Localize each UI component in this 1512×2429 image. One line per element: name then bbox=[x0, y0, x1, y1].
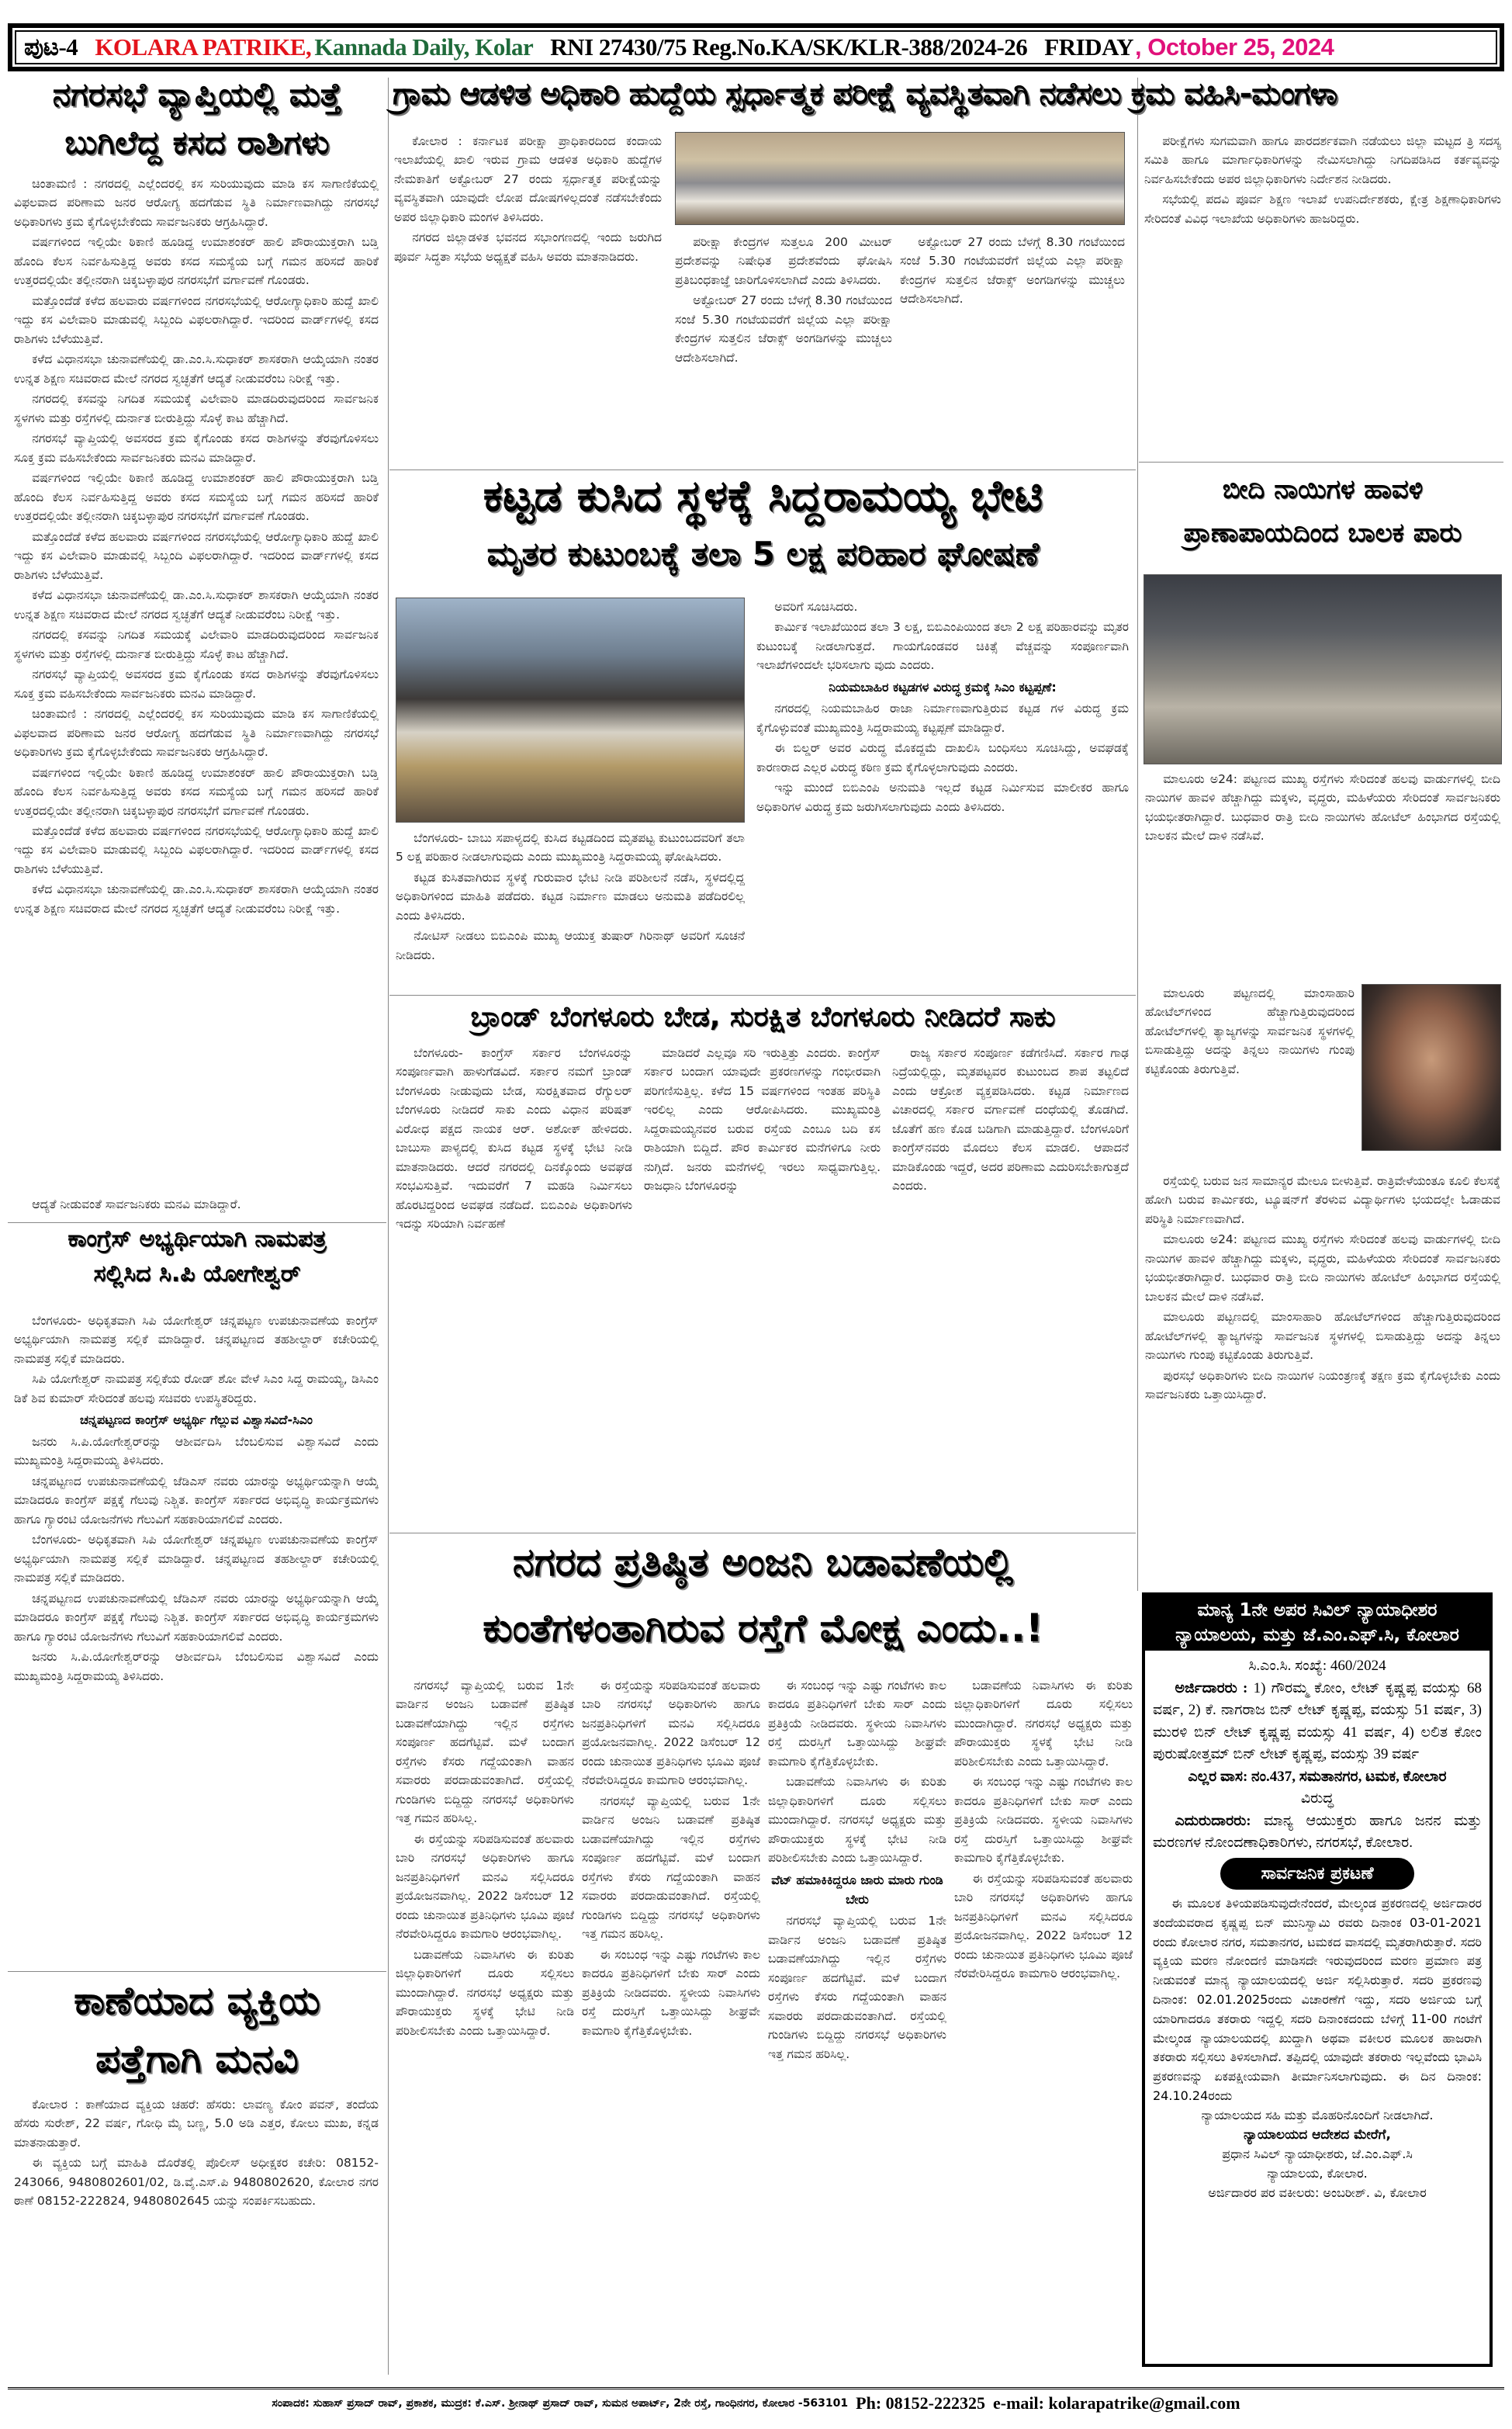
headline-cm-line1: ಕಟ್ಟಡ ಕುಸಿದ ಸ್ಥಳಕ್ಕೆ ಸಿದ್ದರಾಮಯ್ಯ ಭೇಟಿ bbox=[483, 471, 1043, 521]
photo-cm-visit bbox=[396, 598, 745, 823]
paragraph: ಈ ರಸ್ತೆಯನ್ನು ಸರಿಪಡಿಸುವಂತೆ ಹಲವಾರು ಬಾರಿ ನಗರಸಭೆ ಅಧಿಕಾರಿಗಳು ಹಾಗೂ ಜನಪ್ರತಿನಿಧಿಗಳಿಗೆ ಮನವಿ ಸಲ್ಲಿಸಿದರೂ ಪ್ರಯೋಜನವಾಗಿಲ್ಲ. 2022 ಡಿಸೆಂಬರ್ 12 ರಂದು ಚುನಾಯಿತ ಪ್ರತಿನಿಧಿಗಳು ಭೂಮಿ ಪೂಜೆ ನೆರವೇರಿಸಿದ್ದರೂ ಕಾಮಗಾರಿ ಆರಂಭವಾಗಿಲ್ಲ. bbox=[582, 1679, 760, 1788]
headline-anjani-line2: ಕುಂತೆಗಳಂತಾಗಿರುವ ರಸ್ತೆಗೆ ಮೋಕ್ಷ ಎಂದು..! bbox=[483, 1606, 1043, 1651]
article-body bbox=[14, 2095, 379, 2379]
article-divider bbox=[8, 1971, 386, 1972]
article-body-col3 bbox=[892, 1044, 1129, 1525]
paragraph: ನಗರದಲ್ಲಿ ಕಸವನ್ನು ನಿಗದಿತ ಸಮಯಕ್ಕೆ ವಿಲೇವಾರಿ ಮಾಡದಿರುವುದರಿಂದ ಸಾರ್ವಜನಿಕ ಸ್ಥಳಗಳು ಮತ್ತು ರಸ್ತೆಗಳಲ್ಲಿ ದುರ್ನಾತ ಬೀರುತ್ತಿದ್ದು ಸೊಳ್ಳೆ ಕಾಟ ಹೆಚ್ಚಾಗಿದೆ. bbox=[14, 392, 379, 425]
paragraph: ಜನರು ಸಿ.ಪಿ.ಯೋಗೇಶ್ವರ್‌ರನ್ನು ಆಶೀರ್ವದಿಸಿ ಬೆಂಬಲಿಸುವ ವಿಶ್ವಾಸವಿದೆ ಎಂದು ಮುಖ್ಯಮಂತ್ರಿ ಸಿದ್ದರಾಮಯ್ಯ ತಿಳಿಸಿದರು. bbox=[14, 1434, 379, 1468]
masthead-bar bbox=[15, 30, 1497, 64]
paragraph: ನಗರಸಭೆ ವ್ಯಾಪ್ತಿಯಲ್ಲಿ ಅವಸರದ ಕ್ರಮ ಕೈಗೊಂಡು ಕಸದ ರಾಶಿಗಳನ್ನು ತೆರವುಗೊಳಿಸಲು ಸೂಕ್ತ ಕ್ರಮ ವಹಿಸಬೇಕೆಂದು ಸಾರ್ವಜನಿಕರು ಮನವಿ ಮಾಡಿದ್ದಾರೆ. bbox=[14, 431, 379, 465]
signatory-line1: ಪ್ರಧಾನ ಸಿವಿಲ್ ನ್ಯಾಯಾಧೀಶರು, ಜೆ.ಎಂ.ಎಫ್.ಸಿ bbox=[1222, 2147, 1413, 2162]
article-body-beside-photo bbox=[1145, 984, 1355, 1170]
paragraph: ಕಾರ್ಮಿಕ ಇಲಾಖೆಯಿಂದ ತಲಾ 3 ಲಕ್ಷ, ಬಿಬಿಎಂಪಿಯಿಂದ ತಲಾ 2 ಲಕ್ಷ ಪರಿಹಾರವನ್ನು ಮೃತರ ಕುಟುಂಬಕ್ಕೆ ನೀಡಲಾಗುತ್ತದೆ. ಗಾಯಗೊಂಡವರ ಚಿಕಿತ್ಸೆ ವೆಚ್ಚವನ್ನು ಸಂಪೂರ್ಣವಾಗಿ ಇಲಾಖೆಗಳಿಂದಲೇ ಭರಿಸಲಾಗು ವುದು ಎಂದರು. bbox=[756, 620, 1129, 673]
article-body-col3 bbox=[768, 1676, 946, 2375]
issue-day: FRIDAY bbox=[1044, 33, 1133, 61]
paragraph: ಮತ್ತೊಂದೆಡೆ ಕಳೆದ ಹಲವಾರು ವರ್ಷಗಳಿಂದ ನಗರಸಭೆಯಲ್ಲಿ ಆರೋಗ್ಯಾಧಿಕಾರಿ ಹುದ್ದೆ ಖಾಲಿ ಇದ್ದು ಕಸ ವಿಲೇವಾರಿ ಮಾಡುವಲ್ಲಿ ಸಿಬ್ಬಂದಿ ವಿಫಲರಾಗಿದ್ದಾರೆ. ಇದರಿಂದ ವಾರ್ಡ್‌ಗಳಲ್ಲಿ ಕಸದ ರಾಶಿಗಳು ಬೆಳೆಯುತ್ತಿವೆ. bbox=[14, 529, 379, 582]
paragraph: ಬೆಂಗಳೂರು- ಕಾಂಗ್ರೆಸ್ ಸರ್ಕಾರ ಬೆಂಗಳೂರನ್ನು ಸಂಪೂರ್ಣವಾಗಿ ಹಾಳುಗೆಡವಿದೆ. ಸರ್ಕಾರ ನಮಗೆ ಬ್ರಾಂಡ್ ಬೆಂಗಳೂರು ನೀಡುವುದು ಬೇಡ, ಸುರಕ್ಷಿತವಾದ ರೆಗ್ಯುಲರ್ ಬೆಂಗಳೂರು ನೀಡಿದರೆ ಸಾಕು ಎಂದು ವಿಧಾನ ಪರಿಷತ್ ವಿರೋಧ ಪಕ್ಷದ ನಾಯಕ ಆರ್. ಅಶೋಕ್ ಹೇಳಿದರು. ಬಾಬುಸಾ ಪಾಳ್ಯದಲ್ಲಿ ಕುಸಿದ ಕಟ್ಟಡ ಸ್ಥಳಕ್ಕೆ ಭೇಟಿ ನೀಡಿ ಮಾತನಾಡಿದರು. ಆದರೆ ನಗರದಲ್ಲಿ ದಿನಕ್ಕೊಂದು ಅವಘಡ ಸಂಭವಿಸುತ್ತಿವೆ. ಇದುವರೆಗೆ 7 ಮಹಡಿ ನಿರ್ಮಿಸಲು ಹೊರಟಿದ್ದರಿಂದ ಅವಘಡ ನಡೆದಿದೆ. ಬಿಬಿಎಂಪಿ ಅಧಿಕಾರಿಗಳು ಇದನ್ನು ಸರಿಯಾಗಿ ನಿರ್ವಹಣೆ bbox=[396, 1046, 632, 1232]
article-body-col1 bbox=[396, 1044, 632, 1525]
paragraph: ಈ ಸಂಬಂಧ ಇನ್ನು ಎಷ್ಟು ಗಂಟೆಗಳು ಕಾಲ ಕಾದರೂ ಪ್ರತಿನಿಧಿಗಳಿಗೆ ಬೇಕು ಸಾರ್ ಎಂದು ಪ್ರತಿಕ್ರಿಯೆ ನೀಡಿದವರು. ಸ್ಥಳೀಯ ನಿವಾಸಿಗಳು ರಸ್ತೆ ದುರಸ್ತಿಗೆ ಒತ್ತಾಯಿಸಿದ್ದು ಶೀಘ್ರವೇ ಕಾಮಗಾರಿ ಕೈಗೆತ್ತಿಕೊಳ್ಳಬೇಕು. bbox=[768, 1679, 946, 1769]
article-body-col2 bbox=[582, 1676, 760, 2375]
paragraph: ಅವರಿಗೆ ಸೂಚಿಸಿದರು. bbox=[774, 600, 858, 614]
paper-subtitle: Kannada Daily, Kolar bbox=[314, 33, 534, 61]
paragraph: ಮಾಲೂರು ಅ24: ಪಟ್ಟಣದ ಮುಖ್ಯ ರಸ್ತೆಗಳು ಸೇರಿದಂತೆ ಹಲವು ವಾರ್ಡುಗಳಲ್ಲಿ ಬೀದಿ ನಾಯಿಗಳ ಹಾವಳಿ ಹೆಚ್ಚಾಗಿದ್ದು ಮಕ್ಕಳು, ವೃದ್ಧರು, ಮಹಿಳೆಯರು ಸೇರಿದಂತೆ ಸಾರ್ವಜನಿಕರು ಭಯಭೀತರಾಗಿದ್ದಾರೆ. ಬುಧವಾರ ರಾತ್ರಿ ಬೀದಿ ನಾಯಿಗಳು ಹೋಟೆಲ್ ಹಿಂಭಾಗದ ರಸ್ತೆಯಲ್ಲಿ ಬಾಲಕನ ಮೇಲೆ ದಾಳಿ ನಡೆಸಿವೆ. bbox=[1145, 772, 1500, 844]
paragraph: ಕಳೆದ ವಿಧಾನಸಭಾ ಚುನಾವಣೆಯಲ್ಲಿ ಡಾ.ಎಂ.ಸಿ.ಸುಧಾಕರ್ ಶಾಸಕರಾಗಿ ಆಯ್ಕೆಯಾಗಿ ನಂತರ ಉನ್ನತ ಶಿಕ್ಷಣ ಸಚಿವರಾದ ಮೇಲೆ ನಗರದ ಸ್ವಚ್ಛತೆಗೆ ಆದ್ಯತೆ ನೀಡುವರೆಂಬ ನಿರೀಕ್ಷೆ ಇತ್ತು. bbox=[14, 882, 379, 916]
subheading: ನಿಯಮಬಾಹಿರ ಕಟ್ಟಡಗಳ ವಿರುದ್ಧ ಕ್ರಮಕ್ಕೆ ಸಿಎಂ ಕಟ್ಟಪ್ಪಣೆ: bbox=[829, 679, 1057, 695]
court-name-line1: ಮಾನ್ಯ 1ನೇ ಅಪರ ಸಿವಿಲ್ ನ್ಯಾಯಾಧೀಶರ bbox=[1197, 1600, 1438, 1620]
paragraph: ಕಳೆದ ವಿಧಾನಸಭಾ ಚುನಾವಣೆಯಲ್ಲಿ ಡಾ.ಎಂ.ಸಿ.ಸುಧಾಕರ್ ಶಾಸಕರಾಗಿ ಆಯ್ಕೆಯಾಗಿ ನಂತರ ಉನ್ನತ ಶಿಕ್ಷಣ ಸಚಿವರಾದ ಮೇಲೆ ನಗರದ ಸ್ವಚ್ಛತೆಗೆ ಆದ್ಯತೆ ನೀಡುವರೆಂಬ ನಿರೀಕ್ಷೆ ಇತ್ತು. bbox=[14, 352, 379, 386]
paragraph: ಪರೀಕ್ಷಾ ಕೇಂದ್ರಗಳ ಸುತ್ತಲೂ 200 ಮೀಟರ್ ಪ್ರದೇಶವನ್ನು ನಿಷೇಧಿತ ಪ್ರದೇಶವೆಂದು ಘೋಷಿಸಿ ಪ್ರತಿಬಂಧಕಾಜ್ಞೆ ಜಾರಿಗೊಳಿಸಲಾಗಿದೆ ಎಂದು ತಿಳಿಸಿದರು. bbox=[675, 235, 892, 287]
signatory-line2: ನ್ಯಾಯಾಲಯ, ಕೋಲಾರ. bbox=[1267, 2165, 1368, 2181]
paragraph: ನಗರಸಭೆ ವ್ಯಾಪ್ತಿಯಲ್ಲಿ ಬರುವ 1ನೇ ವಾರ್ಡಿನ ಅಂಜನಿ ಬಡಾವಣೆ ಪ್ರತಿಷ್ಠಿತ ಬಡಾವಣೆಯಾಗಿದ್ದು ಇಲ್ಲಿನ ರಸ್ತೆಗಳು ಸಂಪೂರ್ಣ ಹದಗೆಟ್ಟಿವೆ. ಮಳೆ ಬಂದಾಗ ರಸ್ತೆಗಳು ಕೆಸರು ಗದ್ದೆಯಂತಾಗಿ ವಾಹನ ಸವಾರರು ಪರದಾಡುವಂತಾಗಿದೆ. ರಸ್ತೆಯಲ್ಲಿ ಗುಂಡಿಗಳು ಬಿದ್ದಿದ್ದು ನಗರಸಭೆ ಅಧಿಕಾರಿಗಳು ಇತ್ತ ಗಮನ ಹರಿಸಿಲ್ಲ. bbox=[768, 1914, 946, 2061]
registration-number: RNI 27430/75 Reg.No.KA/SK/KLR-388/2024-26 bbox=[550, 33, 1028, 61]
petitioners-list: 1) ಗೌರಮ್ಮ ಕೋಂ, ಲೇಟ್ ಕೃಷ್ಣಪ್ಪ ವಯಸ್ಸು 68 ವರ್ಷ, 2) ಕೆ. ನಾಗರಾಜ ಬಿನ್ ಲೇಟ್ ಕೃಷ್ಣಪ್ಪ, ವಯಸ್ಸು 51 ವರ್ಷ, 3) ಮುರಳಿ ಬಿನ್ ಲೇಟ್ ಕೃಷ್ಣಪ್ಪ ವಯಸ್ಸು 41 ವರ್ಷ, 4) ಲಲಿತ ಕೋಂ ಪುರುಷೋತ್ತಮ್ ಬಿನ್ ಲೇಟ್ ಕೃಷ್ಣಪ್ಪ, ವಯಸ್ಸು 39 ವರ್ಷ bbox=[1153, 1679, 1482, 1763]
paragraph: ಅಕ್ಟೋಬರ್ 27 ರಂದು ಬೆಳಗ್ಗೆ 8.30 ಗಂಟೆಯಿಂದ ಸಂಜೆ 5.30 ಗಂಟೆಯವರೆಗೆ ಜಿಲ್ಲೆಯ ಎಲ್ಲಾ ಪರೀಕ್ಷಾ ಕೇಂದ್ರಗಳ ಸುತ್ತಲಿನ ಜೆರಾಕ್ಸ್ ಅಂಗಡಿಗಳನ್ನು ಮುಚ್ಚಲು ಆದೇಶಿಸಲಾಗಿದೆ. bbox=[900, 235, 1125, 307]
paragraph: ಮತ್ತೊಂದೆಡೆ ಕಳೆದ ಹಲವಾರು ವರ್ಷಗಳಿಂದ ನಗರಸಭೆಯಲ್ಲಿ ಆರೋಗ್ಯಾಧಿಕಾರಿ ಹುದ್ದೆ ಖಾಲಿ ಇದ್ದು ಕಸ ವಿಲೇವಾರಿ ಮಾಡುವಲ್ಲಿ ಸಿಬ್ಬಂದಿ ವಿಫಲರಾಗಿದ್ದಾರೆ. ಇದರಿಂದ ವಾರ್ಡ್‌ಗಳಲ್ಲಿ ಕಸದ ರಾಶಿಗಳು ಬೆಳೆಯುತ್ತಿವೆ. bbox=[14, 293, 379, 346]
notice-text: ಈ ಮೂಲಕ ತಿಳಿಯಪಡಿಸುವುದೇನೆಂದರೆ, ಮೇಲ್ಕಂಡ ಪ್ರಕರಣದಲ್ಲಿ ಅರ್ಜಿದಾರರ ತಂದೆಯವರಾದ ಕೃಷ್ಣಪ್ಪ ಬಿನ್ ಮುನಿಸ್ವಾಮಿ ರವರು ದಿನಾಂಕ 03-01-2021 ರಂದು ಕೋಲಾರ ನಗರ, ಸಮತಾನಗರ, ಟಮಕದ ವಾಸದಲ್ಲಿ ಮೃತರಾಗಿರುತ್ತಾರೆ. ಸದರಿ ವ್ಯಕ್ತಿಯ ಮರಣ ನೋಂದಣಿ ಮಾಡಿಸದೇ ಇರುವುದರಿಂದ ಮರಣ ಪ್ರಮಾಣ ಪತ್ರ ನೀಡುವಂತೆ ಮಾನ್ಯ ನ್ಯಾಯಾಲಯದಲ್ಲಿ ಅರ್ಜಿ ಸಲ್ಲಿಸಿರುತ್ತಾರೆ. ಸದರಿ ಪ್ರಕರಣವು ದಿನಾಂಕ: 02.01.2025ರಂದು ವಿಚಾರಣೆಗೆ ಇದ್ದು, ಸದರಿ ಅರ್ಜಿಯ ಬಗ್ಗೆ ಯಾರಿಗಾದರೂ ತಕರಾರು ಇದ್ದಲ್ಲಿ ಸದರಿ ದಿನಾಂಕದಂದು ಬೆಳಿಗ್ಗೆ 11-00 ಗಂಟೆಗೆ ಮೇಲ್ಕಂಡ ನ್ಯಾಯಾಲಯದಲ್ಲಿ ಖುದ್ದಾಗಿ ಅಥವಾ ವಕೀಲರ ಮೂಲಕ ಹಾಜರಾಗಿ ತಕರಾರು ಸಲ್ಲಿಸಲು ತಿಳಿಸಲಾಗಿದೆ. ತಪ್ಪಿದಲ್ಲಿ ಯಾವುದೇ ತಕರಾರು ಇಲ್ಲವೆಂದು ಭಾವಿಸಿ ಪ್ರಕರಣವನ್ನು ಏಕಪಕ್ಷೀಯವಾಗಿ ತೀರ್ಮಾನಿಸಲಾಗುವುದು. ಈ ದಿನ ದಿನಾಂಕ: 24.10.24ರಂದು bbox=[1153, 1895, 1482, 2103]
article-body-col1 bbox=[394, 132, 662, 466]
headline-garbage-line2: ಬುಗಿಲೆದ್ದ ಕಸದ ರಾಶಿಗಳು bbox=[64, 123, 330, 161]
photo-stray-dogs bbox=[1144, 574, 1502, 764]
paragraph: ಆದ್ಯತೆ ನೀಡುವಂತೆ ಸಾರ್ವಜನಿಕರು ಮನವಿ ಮಾಡಿದ್ದಾರೆ. bbox=[32, 1197, 241, 1211]
page-number: ಪುಟ-4 bbox=[24, 33, 78, 61]
footer-email[interactable]: e-mail: kolarapatrike@gmail.com bbox=[992, 2393, 1240, 2413]
article-body bbox=[14, 175, 379, 1191]
article-body-col1 bbox=[396, 1676, 574, 2375]
paragraph: ಚಿಂತಾಮಣಿ : ನಗರದಲ್ಲಿ ಎಲ್ಲೆಂದರಲ್ಲಿ ಕಸ ಸುರಿಯುವುದು ಮಾಡಿ ಕಸ ಸಾಗಾಣಿಕೆಯಲ್ಲಿ ವಿಫಲವಾದ ಪರಿಣಾಮ ಜನರ ಆರೋಗ್ಯ ಹದಗೆಡುವ ಸ್ಥಿತಿ ನಿರ್ಮಾಣವಾಗಿದ್ದು ನಗರಸಭೆ ಅಧಿಕಾರಿಗಳು ಕ್ರಮ ಕೈಗೊಳ್ಳಬೇಕೆಂದು ಸಾರ್ವಜನಿಕರು ಆಗ್ರಹಿಸಿದ್ದಾರೆ. bbox=[14, 177, 379, 229]
paragraph: ಚನ್ನಪಟ್ಟಣದ ಉಪಚುನಾವಣೆಯಲ್ಲಿ ಜೆಡಿಎಸ್ ನವರು ಯಾರನ್ನು ಅಭ್ಯರ್ಥಿಯನ್ನಾಗಿ ಆಯ್ಕೆ ಮಾಡಿದರೂ ಕಾಂಗ್ರೆಸ್ ಪಕ್ಷಕ್ಕೆ ಗೆಲುವು ನಿಶ್ಚಿತ. ಕಾಂಗ್ರೆಸ್ ಸರ್ಕಾರದ ಅಭಿವೃದ್ಧಿ ಕಾರ್ಯಕ್ರಮಗಳು ಹಾಗೂ ಗ್ಯಾರಂಟಿ ಯೋಜನೆಗಳು ಗೆಲುವಿಗೆ ಸಹಕಾರಿಯಾಗಲಿವೆ ಎಂದರು. bbox=[14, 1591, 379, 1644]
order-line: ನ್ಯಾಯಾಲಯದ ಆದೇಶದ ಮೇರೆಗೆ, bbox=[1244, 2126, 1391, 2143]
paragraph: ಕಟ್ಟಡ ಕುಸಿತವಾಗಿರುವ ಸ್ಥಳಕ್ಕೆ ಗುರುವಾರ ಭೇಟಿ ನೀಡಿ ಪರಿಶೀಲನೆ ನಡೆಸಿ, ಸ್ಥಳದಲ್ಲಿದ್ದ ಅಧಿಕಾರಿಗಳಿಂದ ಮಾಹಿತಿ ಪಡೆದರು. ಕಟ್ಟಡ ನಿರ್ಮಾಣ ಮಾಡಲು ಅನುಮತಿ ಪಡೆದಿರಲಿಲ್ಲ ಎಂದು ತಿಳಿಸಿದರು. bbox=[396, 870, 745, 923]
photo-exam-meeting bbox=[675, 132, 1125, 225]
versus: ವಿರುದ್ಧ bbox=[1300, 1790, 1334, 1807]
respondents-block bbox=[1153, 1810, 1482, 1855]
headline-missing-line1: ಕಾಣೆಯಾದ ವ್ಯಕ್ತಿಯ bbox=[74, 1978, 320, 2023]
paper-name: KOLARA PATRIKE, bbox=[95, 33, 312, 61]
paragraph: ಮಾಲೂರು ಪಟ್ಟಣದಲ್ಲಿ ಮಾಂಸಾಹಾರಿ ಹೋಟೆಲ್‌ಗಳಿಂದ ಹೆಚ್ಚಾಗುತ್ತಿರುವುದರಿಂದ ಹೋಟೆಲ್‌ಗಳಲ್ಲಿ ತ್ಯಾಜ್ಯಗಳನ್ನು ಸಾರ್ವಜನಿಕ ಸ್ಥಳಗಳಲ್ಲಿ ಬಿಸಾಡುತ್ತಿದ್ದು ಅದನ್ನು ತಿನ್ನಲು ನಾಯಿಗಳು ಗುಂಪು ಕಟ್ಟಿಕೊಂಡು ತಿರುಗುತ್ತಿವೆ. bbox=[1145, 1310, 1500, 1363]
article-body bbox=[1145, 770, 1500, 979]
photo-injured-boy bbox=[1361, 984, 1501, 1151]
paragraph: ಚನ್ನಪಟ್ಟಣದ ಉಪಚುನಾವಣೆಯಲ್ಲಿ ಜೆಡಿಎಸ್ ನವರು ಯಾರನ್ನು ಅಭ್ಯರ್ಥಿಯನ್ನಾಗಿ ಆಯ್ಕೆ ಮಾಡಿದರೂ ಕಾಂಗ್ರೆಸ್ ಪಕ್ಷಕ್ಕೆ ಗೆಲುವು ನಿಶ್ಚಿತ. ಕಾಂಗ್ರೆಸ್ ಸರ್ಕಾರದ ಅಭಿವೃದ್ಧಿ ಕಾರ್ಯಕ್ರಮಗಳು ಹಾಗೂ ಗ್ಯಾರಂಟಿ ಯೋಜನೆಗಳು ಗೆಲುವಿಗೆ ಸಹಕಾರಿಯಾಗಲಿವೆ ಎಂದರು. bbox=[14, 1474, 379, 1526]
column-divider bbox=[1137, 78, 1138, 1591]
paragraph: ಈ ರಸ್ತೆಯನ್ನು ಸರಿಪಡಿಸುವಂತೆ ಹಲವಾರು ಬಾರಿ ನಗರಸಭೆ ಅಧಿಕಾರಿಗಳು ಹಾಗೂ ಜನಪ್ರತಿನಿಧಿಗಳಿಗೆ ಮನವಿ ಸಲ್ಲಿಸಿದರೂ ಪ್ರಯೋಜನವಾಗಿಲ್ಲ. 2022 ಡಿಸೆಂಬರ್ 12 ರಂದು ಚುನಾಯಿತ ಪ್ರತಿನಿಧಿಗಳು ಭೂಮಿ ಪೂಜೆ ನೆರವೇರಿಸಿದ್ದರೂ ಕಾಮಗಾರಿ ಆರಂಭವಾಗಿಲ್ಲ. bbox=[396, 1831, 574, 1942]
footer-phone: Ph: 08152-222325 bbox=[856, 2393, 985, 2413]
paragraph: ಬೆಂಗಳೂರು- ಅಧಿಕೃತವಾಗಿ ಸಿಪಿ ಯೋಗೇಶ್ವರ್ ಚನ್ನಪಟ್ಟಣ ಉಪಚುನಾವಣೆಯ ಕಾಂಗ್ರೆಸ್ ಅಭ್ಯರ್ಥಿಯಾಗಿ ನಾಮಪತ್ರ ಸಲ್ಲಿಕೆ ಮಾಡಿದ್ದಾರೆ. ಚನ್ನಪಟ್ಟಣದ ತಹಶೀಲ್ದಾರ್ ಕಚೇರಿಯಲ್ಲಿ ನಾಮಪತ್ರ ಸಲ್ಲಿಕೆ ಮಾಡಿದರು. bbox=[14, 1314, 379, 1366]
article-body-col2 bbox=[756, 598, 1129, 989]
headline-garbage-line1: ನಗರಸಭೆ ವ್ಯಾಪ್ತಿಯಲ್ಲಿ ಮತ್ತೆ bbox=[52, 75, 342, 113]
headline-dogs-line1: ಬೀದಿ ನಾಯಿಗಳ ಹಾವಳಿ bbox=[1222, 474, 1424, 505]
paragraph: ಬಡಾವಣೆಯ ನಿವಾಸಿಗಳು ಈ ಕುರಿತು ಜಿಲ್ಲಾಧಿಕಾರಿಗಳಿಗೆ ದೂರು ಸಲ್ಲಿಸಲು ಮುಂದಾಗಿದ್ದಾರೆ. ನಗರಸಭೆ ಅಧ್ಯಕ್ಷರು ಮತ್ತು ಪೌರಾಯುಕ್ತರು ಸ್ಥಳಕ್ಕೆ ಭೇಟಿ ನೀಡಿ ಪರಿಶೀಲಿಸಬೇಕು ಎಂದು ಒತ್ತಾಯಿಸಿದ್ದಾರೆ. bbox=[954, 1679, 1133, 1769]
paragraph: ನಗರದಲ್ಲಿ ಕಸವನ್ನು ನಿಗದಿತ ಸಮಯಕ್ಕೆ ವಿಲೇವಾರಿ ಮಾಡದಿರುವುದರಿಂದ ಸಾರ್ವಜನಿಕ ಸ್ಥಳಗಳು ಮತ್ತು ರಸ್ತೆಗಳಲ್ಲಿ ದುರ್ನಾತ ಬೀರುತ್ತಿದ್ದು ಸೊಳ್ಳೆ ಕಾಟ ಹೆಚ್ಚಾಗಿದೆ. bbox=[14, 628, 379, 661]
paragraph: ನಗರಸಭೆ ವ್ಯಾಪ್ತಿಯಲ್ಲಿ ಬರುವ 1ನೇ ವಾರ್ಡಿನ ಅಂಜನಿ ಬಡಾವಣೆ ಪ್ರತಿಷ್ಠಿತ ಬಡಾವಣೆಯಾಗಿದ್ದು ಇಲ್ಲಿನ ರಸ್ತೆಗಳು ಸಂಪೂರ್ಣ ಹದಗೆಟ್ಟಿವೆ. ಮಳೆ ಬಂದಾಗ ರಸ್ತೆಗಳು ಕೆಸರು ಗದ್ದೆಯಂತಾಗಿ ವಾಹನ ಸವಾರರು ಪರದಾಡುವಂತಾಗಿದೆ. ರಸ್ತೆಯಲ್ಲಿ ಗುಂಡಿಗಳು ಬಿದ್ದಿದ್ದು ನಗರಸಭೆ ಅಧಿಕಾರಿಗಳು ಇತ್ತ ಗಮನ ಹರಿಸಿಲ್ಲ. bbox=[582, 1793, 760, 1942]
imprint-text: ಸಂಪಾದಕ: ಸುಹಾಸ್ ಪ್ರಸಾದ್ ರಾವ್, ಪ್ರಕಾಶಕ, ಮುದ್ರಕ: ಕೆ.ಎಸ್. ಶ್ರೀನಾಥ್ ಪ್ರಸಾದ್ ರಾವ್, ಸುಮನ ಅಪಾರ್ಟ್, 2ನೇ ರಸ್ತೆ, ಗಾಂಧಿನಗರ, ಕೋಲಾರ -563101 bbox=[272, 2396, 849, 2410]
petitioners-block bbox=[1153, 1678, 1482, 1766]
paragraph: ಈ ಬಿಲ್ಡರ್ ಅವರ ವಿರುದ್ಧ ಮೊಕದ್ದಮೆ ದಾಖಲಿಸಿ ಬಂಧಿಸಲು ಸೂಚಿಸಿದ್ದು, ಅವಘಡಕ್ಕೆ ಕಾರಣರಾದ ಎಲ್ಲರ ವಿರುದ್ಧ ಕಠಿಣ ಕ್ರಮ ಕೈಗೊಳ್ಳಲಾಗುವುದು ಎಂದರು. bbox=[756, 741, 1129, 774]
notice-header bbox=[1145, 1596, 1490, 1651]
paragraph: ಮಾಡಿದರೆ ಎಲ್ಲವೂ ಸರಿ ಇರುತ್ತಿತ್ತು ಎಂದರು. ಕಾಂಗ್ರೆಸ್ ಸರ್ಕಾರ ಬಂದಾಗ ಯಾವುದೇ ಪ್ರಕರಣಗಳನ್ನು ಗಂಭೀರವಾಗಿ ಪರಿಗಣಿಸುತ್ತಿಲ್ಲ. ಕಳೆದ 15 ವರ್ಷಗಳಿಂದ ಇಂತಹ ಪರಿಸ್ಥಿತಿ ಇರಲಿಲ್ಲ ಎಂದು ಆರೋಪಿಸಿದರು. ಮುಖ್ಯಮಂತ್ರಿ ಸಿದ್ದರಾಮಯ್ಯನವರ ಬರುವ ರಸ್ತೆಯ ಎಂಬೂ ಬದಿ ಕಸ ರಾಶಿಯಾಗಿ ಬಿದ್ದಿದೆ. ಪೌರ ಕಾರ್ಮಿಕರ ಮನೆಗಳಿಗೂ ನೀರು ನುಗ್ಗಿದೆ. ಜನರು ಮನೆಗಳಲ್ಲಿ ಇರಲು ಸಾಧ್ಯವಾಗುತ್ತಿಲ್ಲ. ರಾಜಧಾನಿ ಬೆಂಗಳೂರನ್ನು bbox=[644, 1046, 881, 1194]
article-divider bbox=[1139, 462, 1503, 463]
paragraph: ಬೆಂಗಳೂರು- ಅಧಿಕೃತವಾಗಿ ಸಿಪಿ ಯೋಗೇಶ್ವರ್ ಚನ್ನಪಟ್ಟಣ ಉಪಚುನಾವಣೆಯ ಕಾಂಗ್ರೆಸ್ ಅಭ್ಯರ್ಥಿಯಾಗಿ ನಾಮಪತ್ರ ಸಲ್ಲಿಕೆ ಮಾಡಿದ್ದಾರೆ. ಚನ್ನಪಟ್ಟಣದ ತಹಶೀಲ್ದಾರ್ ಕಚೇರಿಯಲ್ಲಿ ನಾಮಪತ್ರ ಸಲ್ಲಿಕೆ ಮಾಡಿದರು. bbox=[14, 1533, 379, 1585]
article-divider bbox=[389, 995, 1136, 996]
article-body-col2 bbox=[644, 1044, 881, 1525]
paragraph: ವರ್ಷಗಳಿಂದ ಇಲ್ಲಿಯೇ ಠಿಕಾಣಿ ಹೂಡಿದ್ದ ಉಮಾಶಂಕರ್ ಹಾಲಿ ಪೌರಾಯುಕ್ತರಾಗಿ ಬಡ್ತಿ ಹೊಂದಿ ಕೆಲಸ ನಿರ್ವಹಿಸುತ್ತಿದ್ದ ಅವರು ಕಸದ ಸಮಸ್ಯೆಯ ಬಗ್ಗೆ ಗಮನ ಹರಿಸದೆ ಹಾರಿಕೆ ಉತ್ತರದಲ್ಲಿಯೇ ತಲ್ಲೀನರಾಗಿ ಚಿಕ್ಕಬಳ್ಳಾಪುರ ನಗರಸಭೆಗೆ ವರ್ಗಾವಣೆ ಗೊಂಡರು. bbox=[14, 765, 379, 818]
seal-line: ನ್ಯಾಯಾಲಯದ ಸಹಿ ಮತ್ತು ಮೊಹರಿನೊಂದಿಗೆ ನೀಡಲಾಗಿದೆ. bbox=[1201, 2107, 1434, 2122]
headline-brand: ಬ್ರಾಂಡ್ ಬೆಂಗಳೂರು ಬೇಡ, ಸುರಕ್ಷಿತ ಬೆಂಗಳೂರು ನೀಡಿದರೆ ಸಾಕು bbox=[470, 1001, 1056, 1033]
paragraph: ವರ್ಷಗಳಿಂದ ಇಲ್ಲಿಯೇ ಠಿಕಾಣಿ ಹೂಡಿದ್ದ ಉಮಾಶಂಕರ್ ಹಾಲಿ ಪೌರಾಯುಕ್ತರಾಗಿ ಬಡ್ತಿ ಹೊಂದಿ ಕೆಲಸ ನಿರ್ವಹಿಸುತ್ತಿದ್ದ ಅವರು ಕಸದ ಸಮಸ್ಯೆಯ ಬಗ್ಗೆ ಗಮನ ಹರಿಸದೆ ಹಾರಿಕೆ ಉತ್ತರದಲ್ಲಿಯೇ ತಲ್ಲೀನರಾಗಿ ಚಿಕ್ಕಬಳ್ಳಾಪುರ ನಗರಸಭೆಗೆ ವರ್ಗಾವಣೆ ಗೊಂಡರು. bbox=[14, 471, 379, 524]
paragraph: ಈ ವ್ಯಕ್ತಿಯ ಬಗ್ಗೆ ಮಾಹಿತಿ ದೊರೆತಲ್ಲಿ ಪೊಲೀಸ್ ಅಧೀಕ್ಷಕರ ಕಚೇರಿ: 08152-243066, 9480802601/02, ಡಿ.ವೈ.ಎಸ್.ಪಿ 9480802620, ಕೋಲಾರ ನಗರ ಠಾಣೆ 08152-222824, 9480802645 ಯನ್ನು ಸಂಪರ್ಕಿಸಬಹುದು. bbox=[14, 2156, 379, 2209]
paragraph: ಈ ರಸ್ತೆಯನ್ನು ಸರಿಪಡಿಸುವಂತೆ ಹಲವಾರು ಬಾರಿ ನಗರಸಭೆ ಅಧಿಕಾರಿಗಳು ಹಾಗೂ ಜನಪ್ರತಿನಿಧಿಗಳಿಗೆ ಮನವಿ ಸಲ್ಲಿಸಿದರೂ ಪ್ರಯೋಜನವಾಗಿಲ್ಲ. 2022 ಡಿಸೆಂಬರ್ 12 ರಂದು ಚುನಾಯಿತ ಪ್ರತಿನಿಧಿಗಳು ಭೂಮಿ ಪೂಜೆ ನೆರವೇರಿಸಿದ್ದರೂ ಕಾಮಗಾರಿ ಆರಂಭವಾಗಿಲ್ಲ. bbox=[954, 1871, 1133, 1981]
paragraph: ಜನರು ಸಿ.ಪಿ.ಯೋಗೇಶ್ವರ್‌ರನ್ನು ಆಶೀರ್ವದಿಸಿ ಬೆಂಬಲಿಸುವ ವಿಶ್ವಾಸವಿದೆ ಎಂದು ಮುಖ್ಯಮಂತ್ರಿ ಸಿದ್ದರಾಮಯ್ಯ ತಿಳಿಸಿದರು. bbox=[14, 1650, 379, 1683]
article-body-col4 bbox=[954, 1676, 1133, 2375]
headline-exam: ಗ್ರಾಮ ಆಡಳಿತ ಅಧಿಕಾರಿ ಹುದ್ದೆಯ ಸ್ಪರ್ಧಾತ್ಮಕ ಪರೀಕ್ಷೆ ವ್ಯವಸ್ಥಿತವಾಗಿ ನಡೆಸಲು ಕ್ರಮ ವಹಿಸಿ-ಮಂಗಳಾ bbox=[393, 76, 1337, 112]
subheading: ಚನ್ನಪಟ್ಟಣದ ಕಾಂಗ್ರೆಸ್ ಅಭ್ಯರ್ಥಿ ಗೆಲ್ಲುವ ವಿಶ್ವಾಸವಿದೆ-ಸಿಎಂ bbox=[80, 1412, 313, 1428]
issue-date: , October 25, 2024 bbox=[1135, 33, 1334, 61]
paragraph: ಕೋಲಾರ : ಕಾಣೆಯಾದ ವ್ಯಕ್ತಿಯ ಚಹರೆ: ಹೆಸರು: ಲಾವಣ್ಯ ಕೋಂ ಪವನ್, ತಂದೆಯ ಹೆಸರು ಸುರೇಶ್, 22 ವರ್ಷ, ಗೋಧಿ ಮೈ ಬಣ್ಣ, 5.0 ಅಡಿ ಎತ್ತರ, ಕೋಲು ಮುಖ, ಕನ್ನಡ ಮಾತನಾಡುತ್ತಾರೆ. bbox=[14, 2098, 379, 2150]
headline-cm-line2: ಮೃತರ ಕುಟುಂಬಕ್ಕೆ ತಲಾ 5 ಲಕ್ಷ ಪರಿಹಾರ ಘೋಷಣೆ bbox=[486, 535, 1040, 573]
paragraph: ರಾಜ್ಯ ಸರ್ಕಾರ ಸಂಪೂರ್ಣ ಕಡೆಗಣಿಸಿದೆ. ಸರ್ಕಾರ ಗಾಢ ನಿದ್ರೆಯಲ್ಲಿದ್ದು, ಮೃತಪಟ್ಟವರ ಕುಟುಂಬದ ಶಾಪ ತಟ್ಟಲಿದೆ ಎಂದು ಆಕ್ರೋಶ ವ್ಯಕ್ತಪಡಿಸಿದರು. ಕಟ್ಟಡ ನಿರ್ಮಾಣದ ವಿಚಾರದಲ್ಲಿ ಸರ್ಕಾರ ವರ್ಗಾವಣೆ ದಂಧೆಯಲ್ಲಿ ತೊಡಗಿದೆ. ಜೊತೆಗೆ ಹಣ ಕೊಡ ಬಡಿಗಾಗಿ ಮಾಡುತ್ತಿದ್ದಾರೆ. ಬೆಂಗಳೂರಿಗೆ ಕಾಂಗ್ರೆಸ್‌ನವರು ಮೊದಲು ಕೆಲಸ ಮಾಡಲಿ. ಆಪಾದನೆ ಮಾಡಿಕೊಂಡು ಇದ್ದರೆ, ಅದರ ಪರಿಣಾಮ ಎದುರಿಸಬೇಕಾಗುತ್ತದೆ ಎಂದರು. bbox=[892, 1046, 1129, 1194]
imprint-footer bbox=[8, 2387, 1504, 2417]
paragraph: ಚಿಂತಾಮಣಿ : ನಗರದಲ್ಲಿ ಎಲ್ಲೆಂದರಲ್ಲಿ ಕಸ ಸುರಿಯುವುದು ಮಾಡಿ ಕಸ ಸಾಗಾಣಿಕೆಯಲ್ಲಿ ವಿಫಲವಾದ ಪರಿಣಾಮ ಜನರ ಆರೋಗ್ಯ ಹದಗೆಡುವ ಸ್ಥಿತಿ ನಿರ್ಮಾಣವಾಗಿದ್ದು ನಗರಸಭೆ ಅಧಿಕಾರಿಗಳು ಕ್ರಮ ಕೈಗೊಳ್ಳಬೇಕೆಂದು ಸಾರ್ವಜನಿಕರು ಆಗ್ರಹಿಸಿದ್ದಾರೆ. bbox=[14, 707, 379, 760]
article-body bbox=[14, 1312, 379, 1963]
legal-notice bbox=[1142, 1592, 1493, 2367]
paragraph: ಮತ್ತೊಂದೆಡೆ ಕಳೆದ ಹಲವಾರು ವರ್ಷಗಳಿಂದ ನಗರಸಭೆಯಲ್ಲಿ ಆರೋಗ್ಯಾಧಿಕಾರಿ ಹುದ್ದೆ ಖಾಲಿ ಇದ್ದು ಕಸ ವಿಲೇವಾರಿ ಮಾಡುವಲ್ಲಿ ಸಿಬ್ಬಂದಿ ವಿಫಲರಾಗಿದ್ದಾರೆ. ಇದರಿಂದ ವಾರ್ಡ್‌ಗಳಲ್ಲಿ ಕಸದ ರಾಶಿಗಳು ಬೆಳೆಯುತ್ತಿವೆ. bbox=[14, 823, 379, 876]
residence: ಎಲ್ಲರ ವಾಸ: ನಂ.437, ಸಮತಾನಗರ, ಟಮಕ, ಕೋಲಾರ bbox=[1188, 1768, 1447, 1785]
paragraph: ಬೆಂಗಳೂರು- ಬಾಬು ಸಪಾಳ್ಯದಲ್ಲಿ ಕುಸಿದ ಕಟ್ಟಡದಿಂದ ಮೃತಪಟ್ಟ ಕುಟುಂಬದವರಿಗೆ ತಲಾ 5 ಲಕ್ಷ ಪರಿಹಾರ ನೀಡಲಾಗುವುದು ಎಂದು ಮುಖ್ಯಮಂತ್ರಿ ಸಿದ್ದರಾಮಯ್ಯ ಘೋಷಿಸಿದರು. bbox=[396, 831, 745, 865]
article-divider bbox=[8, 1222, 386, 1223]
headline-dogs-line2: ಪ್ರಾಣಾಪಾಯದಿಂದ ಬಾಲಕ ಪಾರು bbox=[1183, 518, 1462, 549]
case-number: ಸಿ.ಎಂ.ಸಿ. ಸಂಖ್ಯೆ: 460/2024 bbox=[1248, 1658, 1386, 1675]
paragraph: ಕೋಲಾರ : ಕರ್ನಾಟಕ ಪರೀಕ್ಷಾ ಪ್ರಾಧಿಕಾರದಿಂದ ಕಂದಾಯ ಇಲಾಖೆಯಲ್ಲಿ ಖಾಲಿ ಇರುವ ಗ್ರಾಮ ಆಡಳಿತ ಅಧಿಕಾರಿ ಹುದ್ದೆಗಳ ನೇಮಕಾತಿಗೆ ಅಕ್ಟೋಬರ್ 27 ರಂದು ಸ್ಪರ್ಧಾತ್ಮಕ ಪರೀಕ್ಷೆಯನ್ನು ವ್ಯವಸ್ಥಿತವಾಗಿ ಯಾವುದೇ ಲೋಪ ದೋಷಗಳಿಲ್ಲದಂತೆ ನಡೆಸಬೇಕೆಂದು ಅಪರ ಜಿಲ್ಲಾಧಿಕಾರಿ ಮಂಗಳ ತಿಳಿಸಿದರು. bbox=[394, 134, 662, 224]
paragraph: ಸಭೆಯಲ್ಲಿ ಪದವಿ ಪೂರ್ವ ಶಿಕ್ಷಣ ಇಲಾಖೆ ಉಪನಿರ್ದೇಶಕರು, ಕ್ಷೇತ್ರ ಶಿಕ್ಷಣಾಧಿಕಾರಿಗಳು ಸೇರಿದಂತೆ ವಿವಿಧ ಇಲಾಖೆಯ ಅಧಿಕಾರಿಗಳು ಹಾಜರಿದ್ದರು. bbox=[1144, 192, 1501, 226]
notice-body bbox=[1145, 1651, 1490, 2207]
article-body-col2 bbox=[675, 233, 892, 466]
headline-yogeshwar-line2: ಸಲ್ಲಿಸಿದ ಸಿ.ಪಿ ಯೋಗೇಶ್ವರ್ bbox=[93, 1260, 301, 1287]
article-body-continued bbox=[1145, 1172, 1500, 1587]
paragraph: ಅಕ್ಟೋಬರ್ 27 ರಂದು ಬೆಳಗ್ಗೆ 8.30 ಗಂಟೆಯಿಂದ ಸಂಜೆ 5.30 ಗಂಟೆಯವರೆಗೆ ಜಿಲ್ಲೆಯ ಎಲ್ಲಾ ಪರೀಕ್ಷಾ ಕೇಂದ್ರಗಳ ಸುತ್ತಲಿನ ಜೆರಾಕ್ಸ್ ಅಂಗಡಿಗಳನ್ನು ಮುಚ್ಚಲು ಆದೇಶಿಸಲಾಗಿದೆ. bbox=[675, 293, 892, 365]
paragraph: ಕಳೆದ ವಿಧಾನಸಭಾ ಚುನಾವಣೆಯಲ್ಲಿ ಡಾ.ಎಂ.ಸಿ.ಸುಧಾಕರ್ ಶಾಸಕರಾಗಿ ಆಯ್ಕೆಯಾಗಿ ನಂತರ ಉನ್ನತ ಶಿಕ್ಷಣ ಸಚಿವರಾದ ಮೇಲೆ ನಗರದ ಸ್ವಚ್ಛತೆಗೆ ಆದ್ಯತೆ ನೀಡುವರೆಂಬ ನಿರೀಕ್ಷೆ ಇತ್ತು. bbox=[14, 588, 379, 622]
paragraph: ನಗರಸಭೆ ವ್ಯಾಪ್ತಿಯಲ್ಲಿ ಅವಸರದ ಕ್ರಮ ಕೈಗೊಂಡು ಕಸದ ರಾಶಿಗಳನ್ನು ತೆರವುಗೊಳಿಸಲು ಸೂಕ್ತ ಕ್ರಮ ವಹಿಸಬೇಕೆಂದು ಸಾರ್ವಜನಿಕರು ಮನವಿ ಮಾಡಿದ್ದಾರೆ. bbox=[14, 667, 379, 701]
paragraph: ಈ ಸಂಬಂಧ ಇನ್ನು ಎಷ್ಟು ಗಂಟೆಗಳು ಕಾಲ ಕಾದರೂ ಪ್ರತಿನಿಧಿಗಳಿಗೆ ಬೇಕು ಸಾರ್ ಎಂದು ಪ್ರತಿಕ್ರಿಯೆ ನೀಡಿದವರು. ಸ್ಥಳೀಯ ನಿವಾಸಿಗಳು ರಸ್ತೆ ದುರಸ್ತಿಗೆ ಒತ್ತಾಯಿಸಿದ್ದು ಶೀಘ್ರವೇ ಕಾಮಗಾರಿ ಕೈಗೆತ್ತಿಕೊಳ್ಳಬೇಕು. bbox=[582, 1947, 760, 2038]
paragraph: ಇನ್ನು ಮುಂದೆ ಬಿಬಿಎಂಪಿ ಅನುಮತಿ ಇಲ್ಲದೆ ಕಟ್ಟಡ ನಿರ್ಮಿಸುವ ಮಾಲೀಕರ ಹಾಗೂ ಅಧಿಕಾರಿಗಳ ವಿರುದ್ಧ ಕ್ರಮ ಜರುಗಿಸಲಾಗುವುದು ಎಂದು ತಿಳಿಸಿದರು. bbox=[756, 781, 1129, 814]
paragraph: ಈ ಸಂಬಂಧ ಇನ್ನು ಎಷ್ಟು ಗಂಟೆಗಳು ಕಾಲ ಕಾದರೂ ಪ್ರತಿನಿಧಿಗಳಿಗೆ ಬೇಕು ಸಾರ್ ಎಂದು ಪ್ರತಿಕ್ರಿಯೆ ನೀಡಿದವರು. ಸ್ಥಳೀಯ ನಿವಾಸಿಗಳು ರಸ್ತೆ ದುರಸ್ತಿಗೆ ಒತ್ತಾಯಿಸಿದ್ದು ಶೀಘ್ರವೇ ಕಾಮಗಾರಿ ಕೈಗೆತ್ತಿಕೊಳ್ಳಬೇಕು. bbox=[954, 1775, 1133, 1866]
respondents-text: ಮಾನ್ಯ ಆಯುಕ್ತರು ಹಾಗೂ ಜನನ ಮತ್ತು ಮರಣಗಳ ನೋಂದಣಾಧಿಕಾರಿಗಳು, ನಗರಸಭೆ, ಕೋಲಾರ. bbox=[1153, 1812, 1482, 1852]
column-divider bbox=[388, 78, 389, 2375]
subheading: ವೆಟ್ ಹಮಾಕಿಕಿದ್ದರೂ ಜಾರು ಮಾರು ಗುಂಡಿ ಬೇರು bbox=[771, 1872, 943, 1908]
paragraph: ಸಿಪಿ ಯೋಗೇಶ್ವರ್ ನಾಮಪತ್ರ ಸಲ್ಲಿಕೆಯ ರೋಡ್ ಶೋ ವೇಳೆ ಸಿಎಂ ಸಿದ್ದ ರಾಮಯ್ಯ, ಡಿಸಿಎಂ ಡಿಕೆ ಶಿವ ಕುಮಾರ್ ಸೇರಿದಂತೆ ಹಲವು ಸಚಿವರು ಉಪಸ್ಥಿತರಿದ್ದರು. bbox=[14, 1372, 379, 1405]
public-notice-badge: ಸಾರ್ವಜನಿಕ ಪ್ರಕಟಣೆ bbox=[1220, 1858, 1414, 1890]
masthead bbox=[8, 23, 1504, 71]
headline-yogeshwar-line1: ಕಾಂಗ್ರೆಸ್ ಅಭ್ಯರ್ಥಿಯಾಗಿ ನಾಮಪತ್ರ bbox=[67, 1225, 327, 1253]
advocate-line: ಅರ್ಜಿದಾರರ ಪರ ವಕೀಲರು: ಅಂಬರೀಶ್. ವಿ, ಕೋಲಾರ bbox=[1208, 2185, 1427, 2200]
article-body-col1 bbox=[396, 829, 745, 992]
paragraph: ಬಡಾವಣೆಯ ನಿವಾಸಿಗಳು ಈ ಕುರಿತು ಜಿಲ್ಲಾಧಿಕಾರಿಗಳಿಗೆ ದೂರು ಸಲ್ಲಿಸಲು ಮುಂದಾಗಿದ್ದಾರೆ. ನಗರಸಭೆ ಅಧ್ಯಕ್ಷರು ಮತ್ತು ಪೌರಾಯುಕ್ತರು ಸ್ಥಳಕ್ಕೆ ಭೇಟಿ ನೀಡಿ ಪರಿಶೀಲಿಸಬೇಕು ಎಂದು ಒತ್ತಾಯಿಸಿದ್ದಾರೆ. bbox=[396, 1947, 574, 2038]
paragraph: ಬಡಾವಣೆಯ ನಿವಾಸಿಗಳು ಈ ಕುರಿತು ಜಿಲ್ಲಾಧಿಕಾರಿಗಳಿಗೆ ದೂರು ಸಲ್ಲಿಸಲು ಮುಂದಾಗಿದ್ದಾರೆ. ನಗರಸಭೆ ಅಧ್ಯಕ್ಷರು ಮತ್ತು ಪೌರಾಯುಕ್ತರು ಸ್ಥಳಕ್ಕೆ ಭೇಟಿ ನೀಡಿ ಪರಿಶೀಲಿಸಬೇಕು ಎಂದು ಒತ್ತಾಯಿಸಿದ್ದಾರೆ. bbox=[768, 1775, 946, 1866]
paragraph: ರಸ್ತೆಯಲ್ಲಿ ಬರುವ ಜನ ಸಾಮಾನ್ಯರ ಮೇಲೂ ಬೀಳುತ್ತಿವೆ. ರಾತ್ರಿವೇಳೆಯಂತೂ ಕೂಲಿ ಕೆಲಸಕ್ಕೆ ಹೋಗಿ ಬರುವ ಕಾರ್ಮಿಕರು, ಟ್ಯೂಷನ್‌ಗೆ ತೆರಳುವ ವಿದ್ಯಾರ್ಥಿಗಳು ಭಯದಲ್ಲೇ ಓಡಾಡುವ ಪರಿಸ್ಥಿತಿ ನಿರ್ಮಾಣವಾಗಿದೆ. bbox=[1145, 1174, 1500, 1226]
paragraph: ನಗರದಲ್ಲಿ ನಿಯಮಬಾಹಿರ ರಾಜಾ ನಿರ್ಮಾಣವಾಗುತ್ತಿರುವ ಕಟ್ಟಡ ಗಳ ವಿರುದ್ಧ ಕ್ರಮ ಕೈಗೊಳ್ಳುವಂತೆ ಮುಖ್ಯಮಂತ್ರಿ ಸಿದ್ದರಾಮಯ್ಯ ಕಟ್ಟಪ್ಪಣೆ ಮಾಡಿದ್ದಾರೆ. bbox=[756, 702, 1129, 735]
headline-missing-line2: ಪತ್ತೆಗಾಗಿ ಮನವಿ bbox=[95, 2036, 299, 2081]
paragraph: ಮಾಲೂರು ಅ24: ಪಟ್ಟಣದ ಮುಖ್ಯ ರಸ್ತೆಗಳು ಸೇರಿದಂತೆ ಹಲವು ವಾರ್ಡುಗಳಲ್ಲಿ ಬೀದಿ ನಾಯಿಗಳ ಹಾವಳಿ ಹೆಚ್ಚಾಗಿದ್ದು ಮಕ್ಕಳು, ವೃದ್ಧರು, ಮಹಿಳೆಯರು ಸೇರಿದಂತೆ ಸಾರ್ವಜನಿಕರು ಭಯಭೀತರಾಗಿದ್ದಾರೆ. ಬುಧವಾರ ರಾತ್ರಿ ಬೀದಿ ನಾಯಿಗಳು ಹೋಟೆಲ್ ಹಿಂಭಾಗದ ರಸ್ತೆಯಲ್ಲಿ ಬಾಲಕನ ಮೇಲೆ ದಾಳಿ ನಡೆಸಿವೆ. bbox=[1145, 1232, 1500, 1304]
headline-anjani-line1: ನಗರದ ಪ್ರತಿಷ್ಠಿತ ಅಂಜನಿ ಬಡಾವಣೆಯಲ್ಲಿ bbox=[512, 1540, 1014, 1585]
petitioners-label: ಅರ್ಜಿದಾರರು : bbox=[1175, 1679, 1248, 1696]
respondents-label: ಎದುರುದಾರರು: bbox=[1175, 1812, 1251, 1829]
article-body-col3 bbox=[900, 233, 1125, 466]
paragraph: ಪರೀಕ್ಷೆಗಳು ಸುಗಮವಾಗಿ ಹಾಗೂ ಪಾರದರ್ಶಕವಾಗಿ ನಡೆಯಲು ಜಿಲ್ಲಾ ಮಟ್ಟದ ತ್ರಿ ಸದಸ್ಯ ಸಮಿತಿ ಹಾಗೂ ಮಾರ್ಗಾಧಿಕಾರಿಗಳನ್ನು ನೇಮಿಸಲಾಗಿದ್ದು ನಿಗದಿಪಡಿಸಿದ ಕರ್ತವ್ಯವನ್ನು ನಿರ್ವಹಿಸಬೇಕೆಂದು ಅಪರ ಜಿಲ್ಲಾಧಿಕಾರಿಗಳು ನಿರ್ದೇಶನ ನೀಡಿದರು. bbox=[1144, 134, 1501, 186]
paragraph: ನಗರಸಭೆ ವ್ಯಾಪ್ತಿಯಲ್ಲಿ ಬರುವ 1ನೇ ವಾರ್ಡಿನ ಅಂಜನಿ ಬಡಾವಣೆ ಪ್ರತಿಷ್ಠಿತ ಬಡಾವಣೆಯಾಗಿದ್ದು ಇಲ್ಲಿನ ರಸ್ತೆಗಳು ಸಂಪೂರ್ಣ ಹದಗೆಟ್ಟಿವೆ. ಮಳೆ ಬಂದಾಗ ರಸ್ತೆಗಳು ಕೆಸರು ಗದ್ದೆಯಂತಾಗಿ ವಾಹನ ಸವಾರರು ಪರದಾಡುವಂತಾಗಿದೆ. ರಸ್ತೆಯಲ್ಲಿ ಗುಂಡಿಗಳು ಬಿದ್ದಿದ್ದು ನಗರಸಭೆ ಅಧಿಕಾರಿಗಳು ಇತ್ತ ಗಮನ ಹರಿಸಿಲ್ಲ. bbox=[396, 1679, 574, 1826]
paragraph: ನೋಟಿಸ್ ನೀಡಲು ಬಿಬಿಎಂಪಿ ಮುಖ್ಯ ಆಯುಕ್ತ ತುಷಾರ್ ಗಿರಿನಾಥ್ ಅವರಿಗೆ ಸೂಚನೆ ನೀಡಿದರು. bbox=[396, 929, 745, 962]
article-body-col4 bbox=[1144, 132, 1501, 458]
court-name-line2: ನ್ಯಾಯಾಲಯ, ಮತ್ತು ಜೆ.ಎಂ.ಎಫ್.ಸಿ, ಕೋಲಾರ bbox=[1175, 1624, 1459, 1645]
paragraph: ನಗರದ ಜಿಲ್ಲಾಡಳಿತ ಭವನದ ಸಭಾಂಗಣದಲ್ಲಿ ಇಂದು ಜರುಗಿದ ಪೂರ್ವ ಸಿದ್ಧತಾ ಸಭೆಯ ಅಧ್ಯಕ್ಷತೆ ವಹಿಸಿ ಅವರು ಮಾತನಾಡಿದರು. bbox=[394, 230, 662, 264]
paragraph: ಪುರಸಭೆ ಅಧಿಕಾರಿಗಳು ಬೀದಿ ನಾಯಿಗಳ ನಿಯಂತ್ರಣಕ್ಕೆ ತಕ್ಷಣ ಕ್ರಮ ಕೈಗೊಳ್ಳಬೇಕು ಎಂದು ಸಾರ್ವಜನಿಕರು ಒತ್ತಾಯಿಸಿದ್ದಾರೆ. bbox=[1145, 1368, 1500, 1402]
article-closing-line bbox=[14, 1195, 379, 1215]
paragraph: ಮಾಲೂರು ಪಟ್ಟಣದಲ್ಲಿ ಮಾಂಸಾಹಾರಿ ಹೋಟೆಲ್‌ಗಳಿಂದ ಹೆಚ್ಚಾಗುತ್ತಿರುವುದರಿಂದ ಹೋಟೆಲ್‌ಗಳಲ್ಲಿ ತ್ಯಾಜ್ಯಗಳನ್ನು ಸಾರ್ವಜನಿಕ ಸ್ಥಳಗಳಲ್ಲಿ ಬಿಸಾಡುತ್ತಿದ್ದು ಅದನ್ನು ತಿನ್ನಲು ನಾಯಿಗಳು ಗುಂಪು ಕಟ್ಟಿಕೊಂಡು ತಿರುಗುತ್ತಿವೆ. bbox=[1145, 986, 1355, 1076]
paragraph: ವರ್ಷಗಳಿಂದ ಇಲ್ಲಿಯೇ ಠಿಕಾಣಿ ಹೂಡಿದ್ದ ಉಮಾಶಂಕರ್ ಹಾಲಿ ಪೌರಾಯುಕ್ತರಾಗಿ ಬಡ್ತಿ ಹೊಂದಿ ಕೆಲಸ ನಿರ್ವಹಿಸುತ್ತಿದ್ದ ಅವರು ಕಸದ ಸಮಸ್ಯೆಯ ಬಗ್ಗೆ ಗಮನ ಹರಿಸದೆ ಹಾರಿಕೆ ಉತ್ತರದಲ್ಲಿಯೇ ತಲ್ಲೀನರಾಗಿ ಚಿಕ್ಕಬಳ್ಳಾಪುರ ನಗರಸಭೆಗೆ ವರ್ಗಾವಣೆ ಗೊಂಡರು. bbox=[14, 235, 379, 288]
